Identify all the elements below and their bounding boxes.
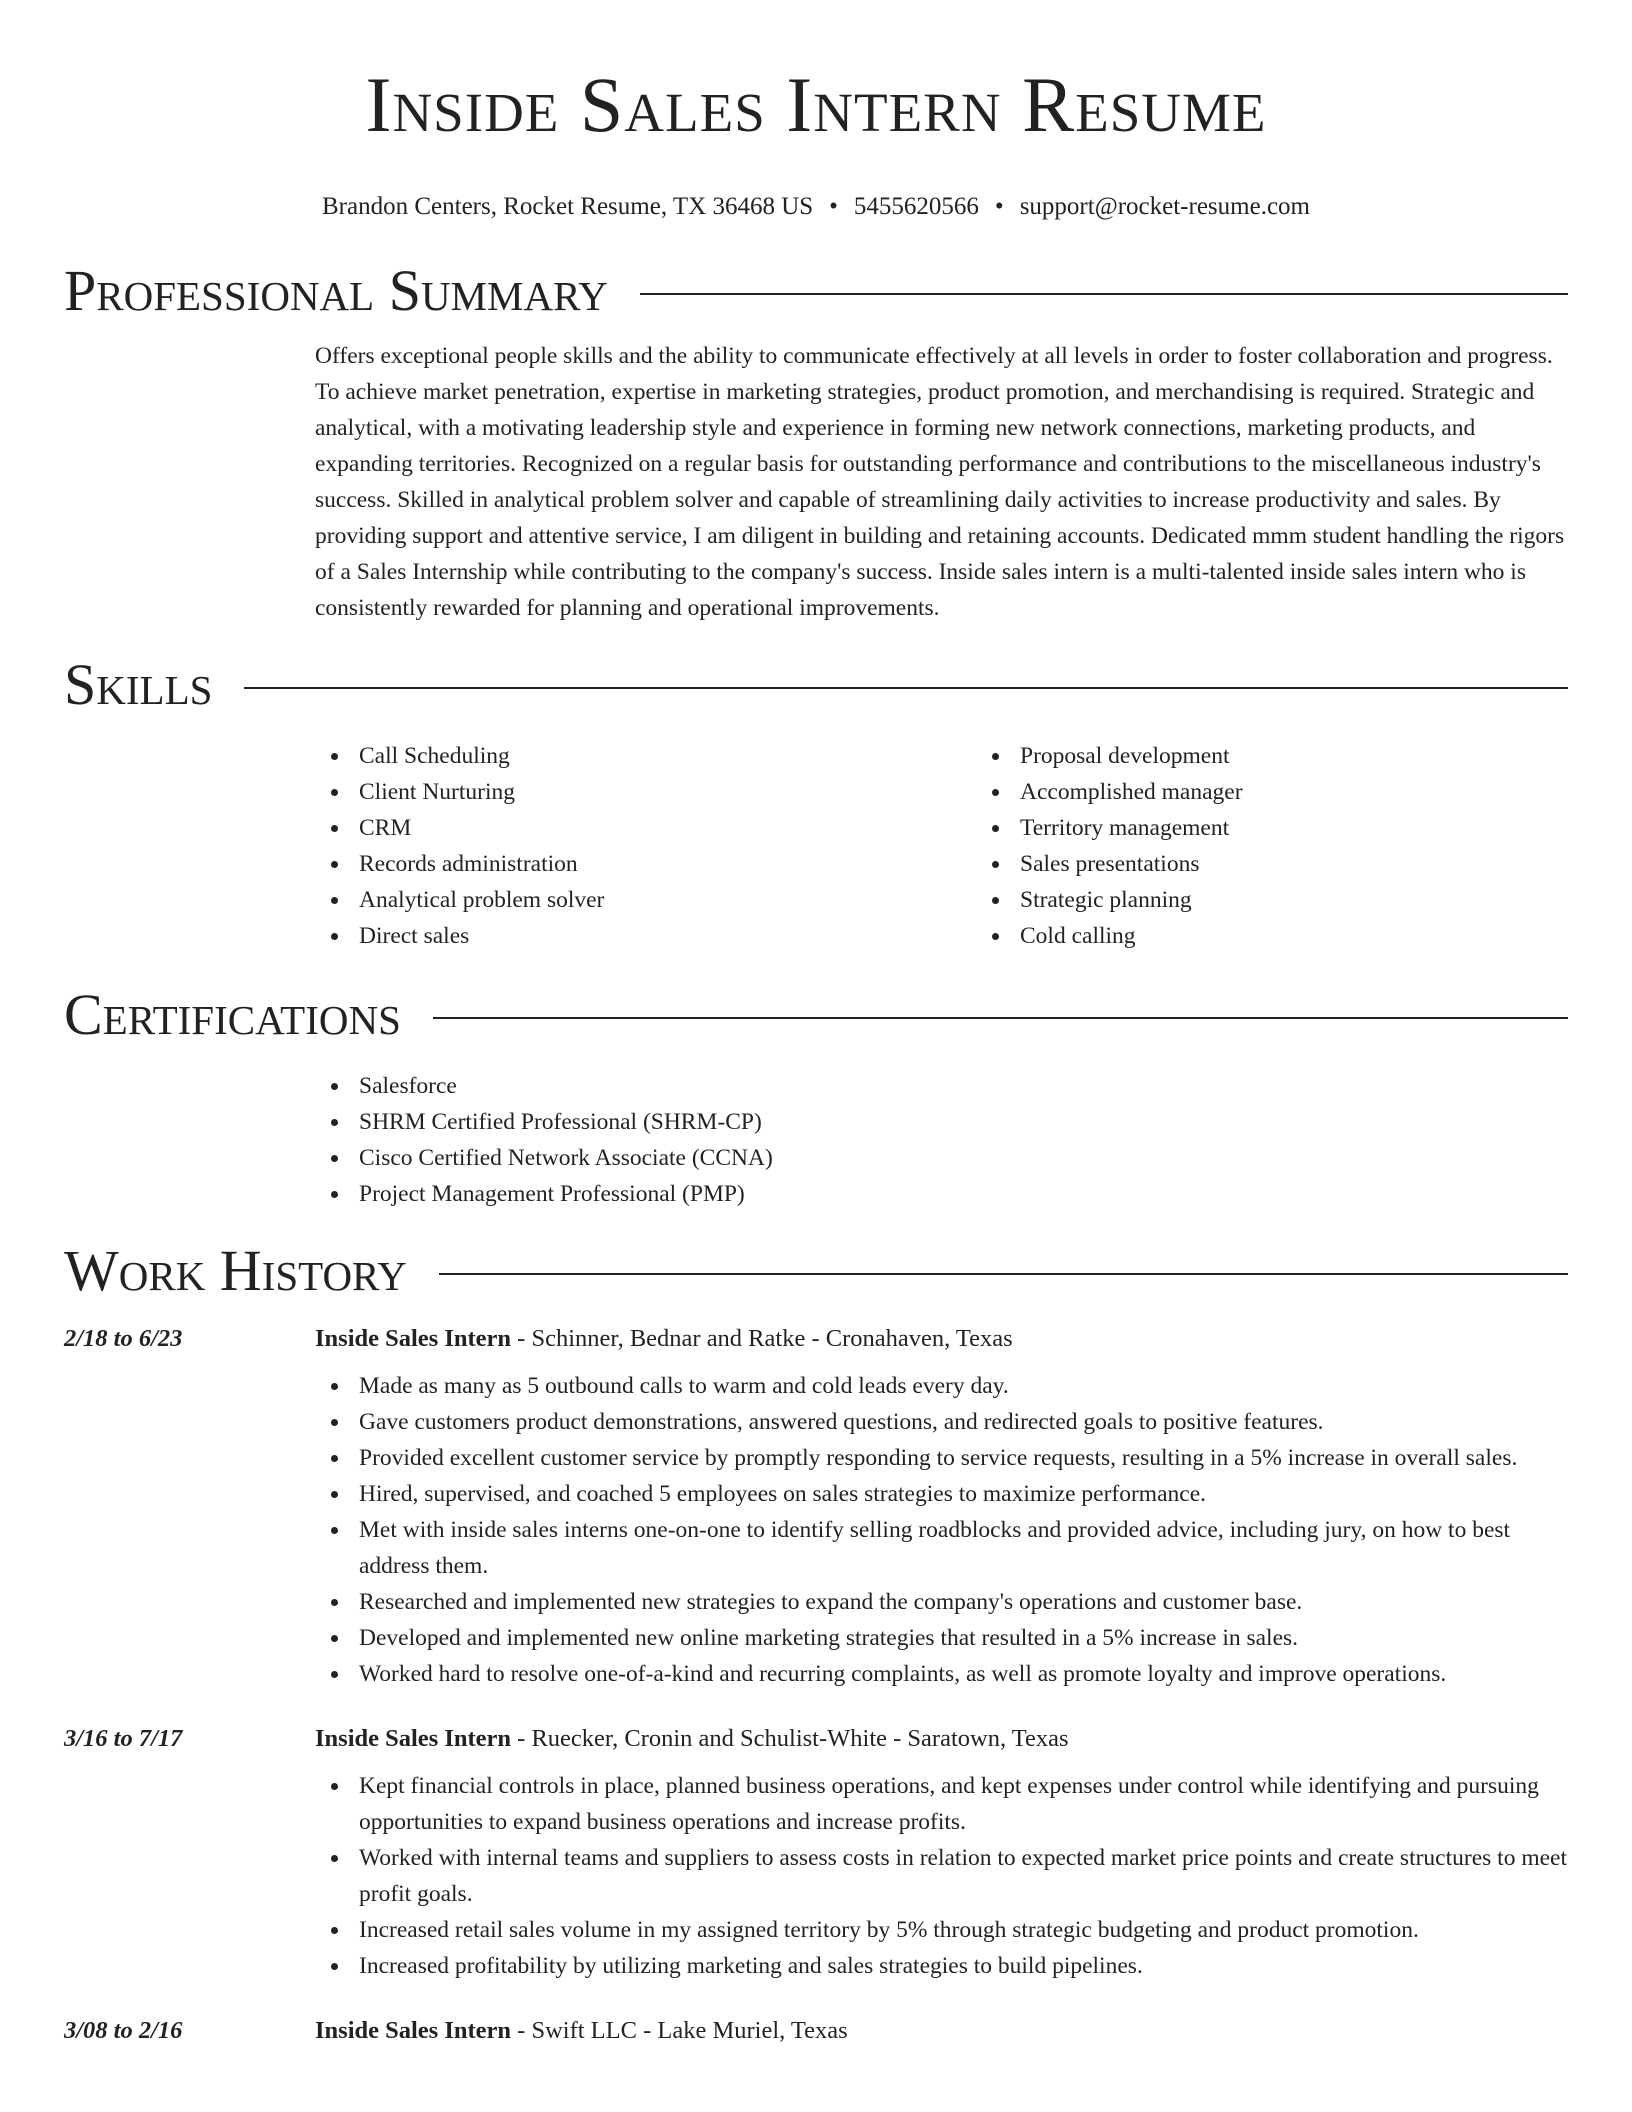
skill-item: Records administration	[359, 846, 976, 882]
contact-phone: 5455620566	[853, 193, 979, 220]
skill-item: Territory management	[1020, 810, 1632, 846]
skill-item: Call Scheduling	[359, 738, 976, 774]
skills-section-header	[64, 652, 1568, 718]
skill-item: Strategic planning	[1020, 882, 1632, 918]
skills-heading: Skills	[64, 652, 213, 717]
job-header	[64, 1722, 1568, 1756]
job-entry	[64, 1322, 1568, 1692]
job-header	[64, 1322, 1568, 1356]
summary-heading: Professional Summary	[64, 258, 608, 323]
job-bullet: Made as many as 5 outbound calls to warm and cold leads every day.	[359, 1368, 1568, 1404]
work-section-header	[64, 1238, 1568, 1304]
job-bullet: Gave customers product demonstrations, answered questions, and redirected goals to positive features.	[359, 1404, 1568, 1440]
skill-item: Client Nurturing	[359, 774, 976, 810]
separator-dot: •	[829, 193, 838, 220]
certification-item: SHRM Certified Professional (SHRM-CP)	[359, 1104, 1568, 1140]
job-bullet: Hired, supervised, and coached 5 employees on sales strategies to maximize performance.	[359, 1476, 1568, 1512]
certification-item: Cisco Certified Network Associate (CCNA)	[359, 1140, 1568, 1176]
job-entry	[64, 1722, 1568, 1984]
section-divider	[244, 687, 1568, 689]
job-bullet: Increased retail sales volume in my assigned territory by 5% through strategic budgeting and product promotion.	[359, 1912, 1568, 1948]
skill-item: Proposal development	[1020, 738, 1632, 774]
skill-item: Cold calling	[1020, 918, 1632, 954]
skills-column-right	[976, 738, 1632, 954]
job-bullet: Worked with internal teams and suppliers to assess costs in relation to expected market price points and create structures to meet profit goals.	[359, 1840, 1568, 1912]
job-entry	[64, 2014, 1568, 2048]
section-divider	[640, 293, 1568, 295]
job-bullet: Provided excellent customer service by promptly responding to service requests, resulting in a 5% increase in overall sales.	[359, 1440, 1568, 1476]
contact-email: support@rocket-resume.com	[1019, 193, 1310, 220]
job-bullet-list	[315, 1368, 1568, 1692]
section-divider	[439, 1273, 1568, 1275]
job-position	[315, 2014, 848, 2048]
certifications-list	[315, 1068, 1568, 1212]
job-bullet-list	[315, 1768, 1568, 1984]
job-company: - Ruecker, Cronin and Schulist-White - Saratown, Texas	[511, 1725, 1069, 1752]
skills-column-left	[315, 738, 976, 954]
skill-item: Accomplished manager	[1020, 774, 1632, 810]
job-company: - Swift LLC - Lake Muriel, Texas	[511, 2017, 848, 2044]
job-company: - Schinner, Bednar and Ratke - Cronahaven, Texas	[511, 1325, 1013, 1352]
job-bullet: Kept financial controls in place, planned business operations, and kept expenses under control while identifying and pursuing opportunities to expand business operations and increase profits.	[359, 1768, 1568, 1840]
certifications-bullets	[315, 1068, 1568, 1212]
certifications-section-header	[64, 982, 1568, 1048]
job-bullets	[315, 1368, 1568, 1692]
job-title: Inside Sales Intern	[315, 2017, 512, 2044]
skill-item: Sales presentations	[1020, 846, 1632, 882]
job-bullets	[315, 1768, 1568, 1984]
summary-text: Offers exceptional people skills and the ability to communicate effectively at all levels in order to foster collaboration and progress. To achieve market penetration, expertise in marketing strategies, product promotion, and merchandising is required. Strategic and analytical, with a motivating leadership style and experience in forming new network connections, marketing products, and expanding territories. Recognized on a regular basis for outstanding performance and contributions to the miscellaneous industry's success. Skilled in analytical problem solver and capable of streamlining daily activities to increase productivity and sales. By providing support and attentive service, I am diligent in building and retaining accounts. Dedicated mmm student handling the rigors of a Sales Internship while contributing to the company's success. Inside sales intern is a multi-talented inside sales intern who is consistently rewarded for planning and operational improvements.	[315, 343, 1565, 621]
contact-line	[64, 190, 1568, 224]
job-dates: 2/18 to 6/23	[64, 1325, 183, 1352]
job-bullet: Developed and implemented new online marketing strategies that resulted in a 5% increase in sales.	[359, 1620, 1568, 1656]
job-bullet: Researched and implemented new strategies to expand the company's operations and customer base.	[359, 1584, 1568, 1620]
resume-title: Inside Sales Intern Resume	[365, 61, 1267, 148]
certifications-heading: Certifications	[64, 982, 401, 1047]
skill-item: Direct sales	[359, 918, 976, 954]
job-header	[64, 2014, 1568, 2048]
skills-list	[315, 738, 1568, 954]
job-position	[315, 1722, 1069, 1756]
job-bullet: Increased profitability by utilizing marketing and sales strategies to build pipelines.	[359, 1948, 1568, 1984]
work-heading: Work History	[64, 1238, 407, 1303]
job-dates: 3/08 to 2/16	[64, 2017, 183, 2044]
job-position	[315, 1322, 1013, 1356]
section-divider	[433, 1017, 1568, 1019]
job-title: Inside Sales Intern	[315, 1325, 512, 1352]
summary-section-header	[64, 258, 1568, 324]
job-title: Inside Sales Intern	[315, 1725, 512, 1752]
certification-item: Salesforce	[359, 1068, 1568, 1104]
job-bullet: Met with inside sales interns one-on-one to identify selling roadblocks and provided advice, including jury, on how to best address them.	[359, 1512, 1568, 1584]
contact-address: Brandon Centers, Rocket Resume, TX 36468 US	[322, 193, 814, 220]
separator-dot: •	[994, 193, 1004, 220]
skill-item: Analytical problem solver	[359, 882, 976, 918]
job-dates: 3/16 to 7/17	[64, 1725, 183, 1752]
skill-item: CRM	[359, 810, 976, 846]
certification-item: Project Management Professional (PMP)	[359, 1176, 1568, 1212]
job-bullet: Worked hard to resolve one-of-a-kind and recurring complaints, as well as promote loyalty and improve operations.	[359, 1656, 1568, 1692]
